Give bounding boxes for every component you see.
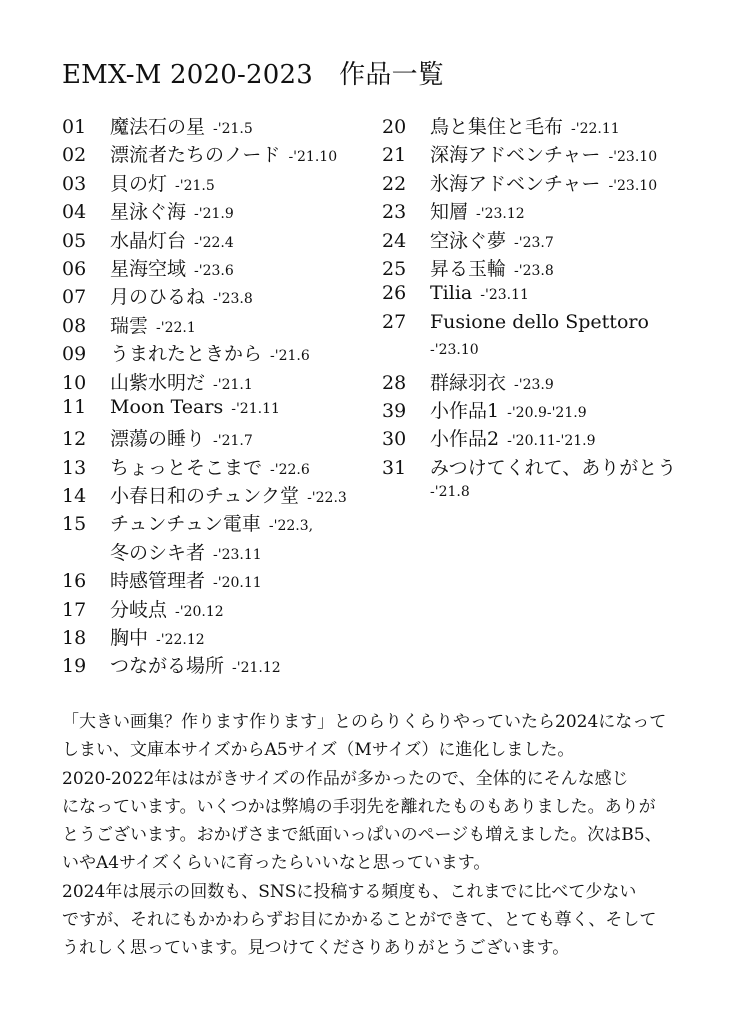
work-item <box>62 169 347 197</box>
work-title: 胸中 <box>110 627 149 650</box>
work-title: チュンチュン電車 <box>110 513 261 536</box>
work-number: 17 <box>62 598 87 621</box>
work-number: 25 <box>382 257 407 280</box>
work-item <box>382 226 676 254</box>
work-title: 瑞雲 <box>110 314 149 337</box>
work-item <box>382 311 676 339</box>
work-number: 22 <box>382 172 407 195</box>
work-item <box>62 509 347 537</box>
work-date: -'23.9 <box>514 376 554 393</box>
work-title: 鳥と集住と毛布 <box>430 116 564 138</box>
afterword-line: になっています。いくつかは弊鳩の手羽先を離れたものもありました。ありが <box>62 796 656 817</box>
work-number: 09 <box>62 343 87 366</box>
work-item <box>382 368 676 396</box>
work-title: 深海アドベンチャー <box>430 144 601 167</box>
work-title: 月のひるね <box>110 286 206 309</box>
work-date: -'20.11-'21.9 <box>507 433 596 450</box>
work-number: 16 <box>62 570 87 593</box>
work-item <box>62 226 347 254</box>
page-title: EMX-M 2020-2023 作品一覧 <box>62 60 444 90</box>
work-title: 小春日和のチュンク堂 <box>110 485 300 508</box>
work-date: -'22.3, <box>268 518 314 535</box>
work-item <box>62 566 347 594</box>
work-title: みつけてくれて、ありがとう <box>430 456 677 479</box>
work-date: -'23.12 <box>476 206 525 223</box>
work-date: -'22.6 <box>270 461 310 478</box>
afterword-line: いやA4サイズくらいに育ったらいいなと思っています。 <box>62 853 491 874</box>
work-date: -'22.4 <box>194 234 234 251</box>
work-title: 小作品1 <box>430 399 500 422</box>
afterword-line: 「大きい画集？作ります作ります」とのらりくらりやっていたら2024になって <box>62 712 667 732</box>
works-list-left <box>62 112 347 680</box>
work-item <box>382 424 676 452</box>
work-date: -'21.6 <box>270 348 310 365</box>
work-item <box>62 254 347 282</box>
work-item <box>62 112 347 140</box>
work-number: 24 <box>382 229 407 252</box>
work-date: -'21.1 <box>213 376 253 393</box>
work-number: 12 <box>62 428 87 451</box>
work-title: 昇る玉輪 <box>430 257 507 280</box>
work-title: ちょっとそこまで <box>110 456 263 479</box>
work-date: -'23.10 <box>430 342 479 359</box>
work-number: 18 <box>62 627 87 650</box>
work-date: -'23.6 <box>194 262 234 279</box>
work-date: -'21.12 <box>232 660 281 677</box>
work-number: 13 <box>62 456 87 479</box>
work-number: 15 <box>62 513 87 536</box>
work-title: 魔法石の星 <box>110 116 206 138</box>
work-date: -'21.7 <box>213 433 253 450</box>
work-title: 時感管理者 <box>110 570 206 593</box>
work-title: 山紫水明だ <box>110 371 206 394</box>
work-number: 27 <box>382 310 407 333</box>
work-item <box>62 651 347 679</box>
afterword-line: うれしく思っています。見つけてくださりありがとうございます。 <box>62 938 570 959</box>
work-number: 19 <box>62 655 87 678</box>
work-title: 星海空域 <box>110 257 187 280</box>
work-item <box>62 453 347 481</box>
work-title: 漂流者たちのノード <box>110 144 281 167</box>
work-title: 水晶灯台 <box>110 229 187 252</box>
work-number: 05 <box>62 229 87 252</box>
work-date: -'20.12 <box>175 603 224 620</box>
work-item-continuation <box>382 481 676 509</box>
work-title: 小作品2 <box>430 428 500 451</box>
work-item <box>62 481 347 509</box>
afterword-line: ですが、それにもかかわらずお目にかかることができて、とても尊く、そして <box>62 910 657 931</box>
work-title: つながる場所 <box>110 655 225 678</box>
work-item-continuation <box>62 538 347 566</box>
afterword-line: しまい、文庫本サイズからA5サイズ（Mサイズ）に進化しました。 <box>62 740 575 761</box>
work-date: -'21.10 <box>288 149 338 166</box>
work-number: 03 <box>62 172 87 195</box>
work-item <box>62 368 347 396</box>
work-title: 星泳ぐ海 <box>110 201 187 224</box>
work-title: 氷海アドベンチャー <box>430 172 601 195</box>
work-number: 39 <box>382 399 407 422</box>
afterword <box>62 708 672 963</box>
work-number: 11 <box>62 395 87 418</box>
work-item-continuation <box>382 339 676 367</box>
work-item <box>62 197 347 225</box>
work-date: -'22.11 <box>571 121 620 137</box>
work-item <box>382 282 676 310</box>
work-title: 空泳ぐ夢 <box>430 229 507 252</box>
work-date: -'21.5 <box>213 121 253 137</box>
work-date: -'23.8 <box>514 262 554 279</box>
work-date: -'21.9 <box>194 206 234 223</box>
work-date: -'23.10 <box>608 177 658 194</box>
work-number: 01 <box>62 116 87 138</box>
work-date: -'23.11 <box>213 546 262 563</box>
work-item <box>62 396 347 424</box>
work-number: 31 <box>382 456 407 479</box>
work-date: -'20.9-'21.9 <box>507 404 587 421</box>
work-item <box>62 311 347 339</box>
work-item <box>62 339 347 367</box>
work-number: 28 <box>382 371 407 394</box>
work-title: 群緑羽衣 <box>430 371 507 394</box>
work-number: 20 <box>382 116 407 138</box>
afterword-line: 2020-2022年ははがきサイズの作品が多かったので、全体的にそんな感じ <box>62 768 629 789</box>
work-number: 10 <box>62 371 87 394</box>
work-number: 14 <box>62 485 87 508</box>
work-title: 知層 <box>430 201 469 224</box>
work-date: -'23.10 <box>608 149 658 166</box>
work-item <box>62 424 347 452</box>
work-item <box>382 197 676 225</box>
work-date: -'23.11 <box>480 287 529 304</box>
work-item <box>382 140 676 168</box>
afterword-line: 2024年は展示の回数も、SNSに投稿する頻度も、これまでに比べて少ない <box>62 881 637 902</box>
work-number: 08 <box>62 314 87 337</box>
work-item <box>382 396 676 424</box>
work-title: うまれたときから <box>110 343 263 366</box>
work-item <box>382 254 676 282</box>
work-number: 30 <box>382 428 407 451</box>
work-title: 冬のシキ者 <box>110 541 206 564</box>
work-date: -'21.8 <box>430 484 470 501</box>
work-number: 07 <box>62 286 87 309</box>
work-date: -'22.3 <box>307 490 347 507</box>
work-title: 貝の灯 <box>110 172 168 195</box>
work-date: -'21.11 <box>231 400 280 417</box>
afterword-line: とうございます。おかげさまで紙面いっぱいのページも増えました。次はB5、 <box>62 825 662 846</box>
works-list-right <box>382 112 676 509</box>
work-date: -'23.8 <box>213 291 253 308</box>
work-item <box>62 282 347 310</box>
work-title: Fusione dello Spettoro <box>430 310 649 333</box>
work-number: 04 <box>62 201 87 224</box>
work-item <box>62 140 347 168</box>
work-date: -'22.12 <box>156 632 205 649</box>
work-title: Moon Tears <box>110 395 224 418</box>
work-title: Tilia <box>430 282 473 305</box>
work-item <box>382 112 676 140</box>
work-date: -'23.7 <box>514 234 554 251</box>
work-number: 23 <box>382 201 407 224</box>
work-number: 21 <box>382 144 407 167</box>
work-item <box>382 169 676 197</box>
work-title: 分岐点 <box>110 598 168 621</box>
work-item <box>62 623 347 651</box>
work-title: 漂蕩の睡り <box>110 428 206 451</box>
work-date: -'21.5 <box>175 177 215 194</box>
work-date: -'22.1 <box>156 319 196 336</box>
work-number: 26 <box>382 282 407 305</box>
work-date: -'20.11 <box>213 575 262 592</box>
work-number: 02 <box>62 144 87 167</box>
work-item <box>62 595 347 623</box>
work-item <box>382 453 676 481</box>
work-number: 06 <box>62 257 87 280</box>
